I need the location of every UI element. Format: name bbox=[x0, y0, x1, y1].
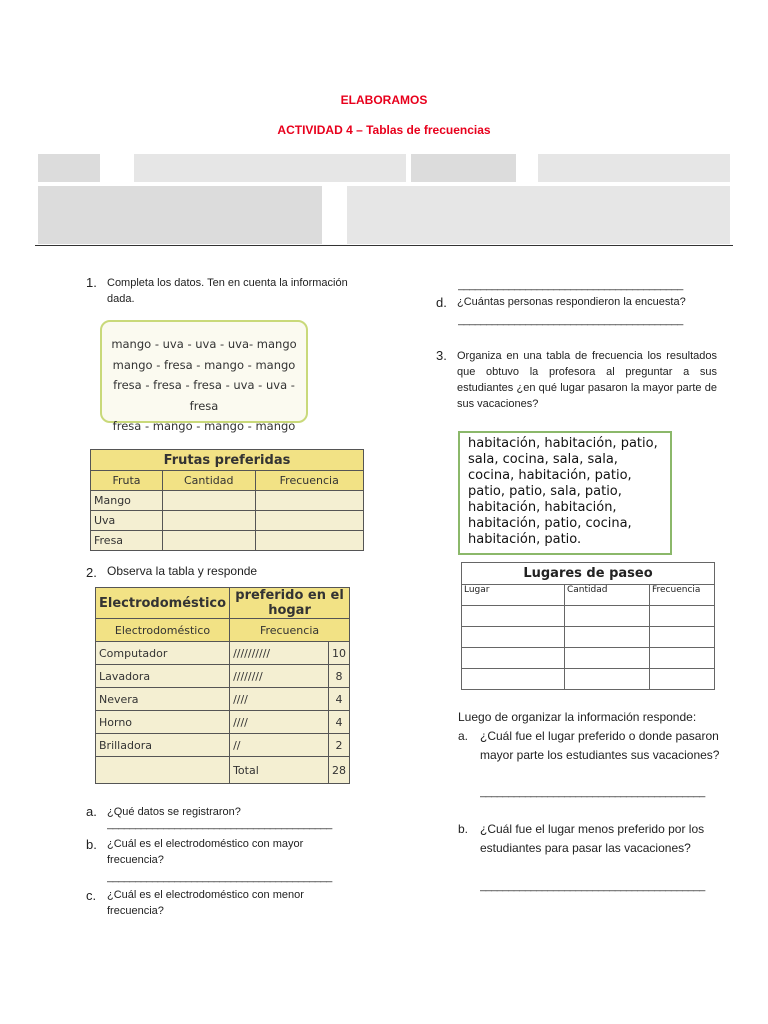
question-c-letter: c. bbox=[86, 888, 97, 903]
fruit-table-image bbox=[90, 449, 364, 550]
appliance-name: Nevera bbox=[96, 688, 230, 711]
places-col-header: Lugar bbox=[462, 585, 565, 606]
question-3b-text: ¿Cuál fue el lugar menos preferido por los estudiantes para pasar las vacaciones? bbox=[480, 822, 705, 855]
fruit-line: fresa - fresa - fresa - uva - uva - fresa bbox=[113, 378, 295, 413]
places-line: habitación, patio, cocina, bbox=[468, 516, 632, 531]
form-label-box-1 bbox=[38, 154, 100, 182]
places-line: sala, cocina, sala, sala, bbox=[468, 452, 618, 467]
appliance-name: Computador bbox=[96, 642, 230, 665]
places-cell[interactable] bbox=[462, 669, 565, 690]
worksheet-subtitle: ACTIVIDAD 4 – Tablas de frecuencias bbox=[277, 123, 491, 137]
fruit-col-header: Fruta bbox=[91, 471, 163, 491]
fruit-line: fresa - mango - mango - mango bbox=[112, 419, 296, 433]
appliance-empty-cell bbox=[96, 757, 230, 784]
question-3-text: Organiza en una tabla de frecuencia los resultados que obtuvo la profesora al preguntar a sus estudiantes ¿en qué lugar pasaron la mayor parte de sus vacaciones? bbox=[457, 350, 717, 410]
question-2-text: Observa la tabla y responde bbox=[107, 564, 258, 578]
fruit-cell[interactable] bbox=[255, 531, 364, 551]
question-3b-letter: b. bbox=[458, 822, 469, 836]
places-data-box bbox=[458, 431, 672, 555]
question-3-number: 3. bbox=[436, 348, 447, 363]
places-cell[interactable] bbox=[650, 669, 715, 690]
answer-line-3a[interactable]: ________________________________________ bbox=[480, 786, 705, 798]
places-cell[interactable] bbox=[650, 627, 715, 648]
question-3a-text: ¿Cuál fue el lugar preferido o donde pasaron mayor parte los estudiantes sus vacaciones? bbox=[480, 729, 720, 762]
appliance-name: Brilladora bbox=[96, 734, 230, 757]
appliance-table bbox=[95, 587, 350, 784]
form-field-box-1[interactable] bbox=[134, 154, 406, 182]
fruit-cell[interactable] bbox=[162, 531, 255, 551]
appliance-tally: //// bbox=[230, 688, 329, 711]
places-cell[interactable] bbox=[462, 606, 565, 627]
question-d-text: ¿Cuántas personas respondieron la encuesta? bbox=[457, 296, 686, 308]
appliance-value: 8 bbox=[329, 665, 350, 688]
places-cell[interactable] bbox=[565, 627, 650, 648]
form-field-box-2[interactable] bbox=[538, 154, 730, 182]
appliance-name: Lavadora bbox=[96, 665, 230, 688]
fruit-table bbox=[90, 449, 364, 551]
fruit-row-label: Mango bbox=[91, 491, 163, 511]
appliance-value: 2 bbox=[329, 734, 350, 757]
appliance-table-title: Electrodoméstico bbox=[96, 588, 230, 619]
fruit-row-label: Uva bbox=[91, 511, 163, 531]
places-col-header: Cantidad bbox=[565, 585, 650, 606]
places-cell[interactable] bbox=[565, 648, 650, 669]
fruit-data-box bbox=[100, 320, 308, 433]
places-cell[interactable] bbox=[462, 627, 565, 648]
appliance-value: 10 bbox=[329, 642, 350, 665]
places-col-header: Frecuencia bbox=[650, 585, 715, 606]
fruit-col-header: Cantidad bbox=[162, 471, 255, 491]
places-line: patio, patio, sala, patio, bbox=[468, 484, 622, 499]
appliance-total-label: Total bbox=[230, 757, 329, 784]
appliance-col-header: Electrodoméstico bbox=[96, 619, 230, 642]
appliance-tally: // bbox=[230, 734, 329, 757]
places-line: habitación, habitación, patio, bbox=[468, 436, 658, 451]
places-cell[interactable] bbox=[650, 648, 715, 669]
appliance-tally: //////// bbox=[230, 665, 329, 688]
fruit-cell[interactable] bbox=[255, 511, 364, 531]
fruit-line: mango - uva - uva - uva- mango bbox=[111, 337, 297, 351]
places-line: habitación, patio. bbox=[468, 532, 582, 547]
form-label-box-2 bbox=[411, 154, 516, 182]
appliance-table-image bbox=[95, 587, 350, 783]
question-b-letter: b. bbox=[86, 837, 97, 852]
appliance-col-header: Frecuencia bbox=[230, 619, 350, 642]
question-1-text: Completa los datos. Ten en cuenta la información dada. bbox=[107, 277, 348, 305]
appliance-table-title: preferido en el hogar bbox=[230, 588, 350, 619]
question-b-text: ¿Cuál es el electrodoméstico con mayor frecuencia? bbox=[107, 838, 304, 866]
fruit-col-header: Frecuencia bbox=[255, 471, 364, 491]
appliance-tally: //// bbox=[230, 711, 329, 734]
places-line: cocina, habitación, patio, bbox=[468, 468, 632, 483]
fruit-table-title: Frutas preferidas bbox=[91, 450, 364, 471]
places-cell[interactable] bbox=[650, 606, 715, 627]
worksheet-title: ELABORAMOS bbox=[340, 93, 428, 107]
answer-line-top[interactable]: ________________________________________ bbox=[458, 279, 683, 291]
appliance-name: Horno bbox=[96, 711, 230, 734]
answer-line-d[interactable]: ________________________________________ bbox=[458, 314, 683, 326]
fruit-cell[interactable] bbox=[162, 511, 255, 531]
places-line: habitación, habitación, bbox=[468, 500, 617, 515]
answer-line-b[interactable]: ________________________________________ bbox=[107, 871, 332, 883]
appliance-value: 4 bbox=[329, 688, 350, 711]
places-cell[interactable] bbox=[462, 648, 565, 669]
question-c-text: ¿Cuál es el electrodoméstico con menor frecuencia? bbox=[107, 889, 304, 917]
question-d-letter: d. bbox=[436, 295, 447, 310]
after-text: Luego de organizar la información responde: bbox=[458, 710, 697, 724]
question-a-letter: a. bbox=[86, 804, 97, 819]
places-cell[interactable] bbox=[565, 606, 650, 627]
appliance-total-value: 28 bbox=[329, 757, 350, 784]
form-box-3 bbox=[38, 186, 322, 244]
answer-line-a[interactable]: ________________________________________ bbox=[107, 818, 332, 830]
fruit-row-label: Fresa bbox=[91, 531, 163, 551]
appliance-tally: ////////// bbox=[230, 642, 329, 665]
header-divider bbox=[35, 245, 733, 246]
question-2-number: 2. bbox=[86, 565, 97, 580]
answer-line-3b[interactable]: ________________________________________ bbox=[480, 880, 705, 892]
fruit-line: mango - fresa - mango - mango bbox=[112, 357, 296, 372]
appliance-value: 4 bbox=[329, 711, 350, 734]
form-box-4[interactable] bbox=[347, 186, 730, 244]
places-cell[interactable] bbox=[565, 669, 650, 690]
question-a-text: ¿Qué datos se registraron? bbox=[107, 806, 241, 818]
places-table bbox=[461, 562, 715, 690]
places-table-title: Lugares de paseo bbox=[462, 563, 715, 585]
question-3a-letter: a. bbox=[458, 729, 469, 743]
fruit-cell[interactable] bbox=[162, 491, 255, 511]
question-1-number: 1. bbox=[86, 275, 97, 290]
fruit-cell[interactable] bbox=[255, 491, 364, 511]
